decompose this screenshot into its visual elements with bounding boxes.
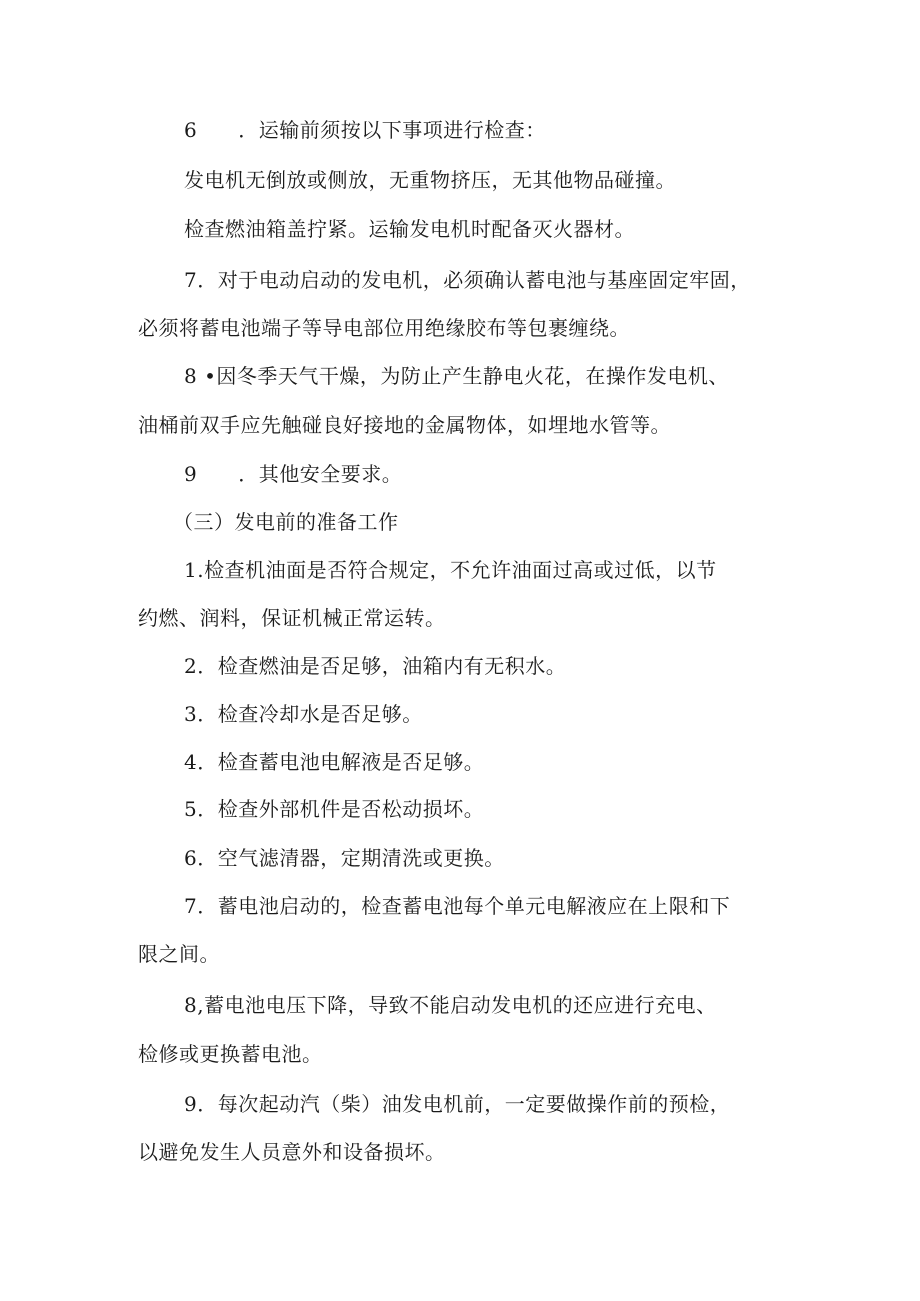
prep-item-1-line-2: 约燃、润料，保证机械正常运转。	[138, 606, 446, 630]
section-heading-3: （三）发电前的准备工作	[173, 510, 399, 534]
item-8-static-line-1: 8 •因冬季天气干燥，为防止产生静电火花，在操作发电机、	[184, 364, 729, 388]
prep-item-1-line-1: 1.检查机油面是否符合规定，不允许油面过高或过低，以节	[184, 558, 717, 582]
prep-item-8-line-1: 8,蓄电池电压下降，导致不能启动发电机的还应进行充电、	[184, 993, 717, 1017]
item-7-battery-line-1: 7．对于电动启动的发电机，必须确认蓄电池与基座固定牢固，	[184, 268, 751, 292]
prep-item-8-line-2: 检修或更换蓄电池。	[138, 1042, 323, 1066]
prep-item-5: 5．检查外部机件是否松动损坏。	[184, 797, 485, 821]
item-9-other-safety: 9 ．其他安全要求。	[184, 462, 403, 486]
prep-item-7-line-2: 限之间。	[138, 942, 220, 966]
prep-item-9-line-1: 9．每次起动汽（柴）油发电机前，一定要做操作前的预检，	[184, 1092, 731, 1116]
prep-item-6: 6．空气滤清器，定期清洗或更换。	[184, 846, 505, 870]
item-7-battery-line-2: 必须将蓄电池端子等导电部位用绝缘胶布等包裹缠绕。	[138, 316, 630, 340]
transport-check-line-2: 检查燃油箱盖拧紧。运输发电机时配备灭火器材。	[184, 217, 635, 241]
item-6-transport-check: 6 ．运输前须按以下事项进行检查：	[184, 118, 546, 142]
item-8-static-line-2: 油桶前双手应先触碰良好接地的金属物体，如埋地水管等。	[138, 413, 671, 437]
prep-item-3: 3．检查冷却水是否足够。	[184, 702, 423, 726]
prep-item-7-line-1: 7．蓄电池启动的，检查蓄电池每个单元电解液应在上限和下	[184, 894, 731, 918]
prep-item-2: 2．检查燃油是否足够，油箱内有无积水。	[184, 654, 567, 678]
transport-check-line-1: 发电机无倒放或侧放，无重物挤压，无其他物品碰撞。	[184, 168, 676, 192]
prep-item-9-line-2: 以避免发生人员意外和设备损坏。	[138, 1140, 446, 1164]
prep-item-4: 4．检查蓄电池电解液是否足够。	[184, 750, 485, 774]
